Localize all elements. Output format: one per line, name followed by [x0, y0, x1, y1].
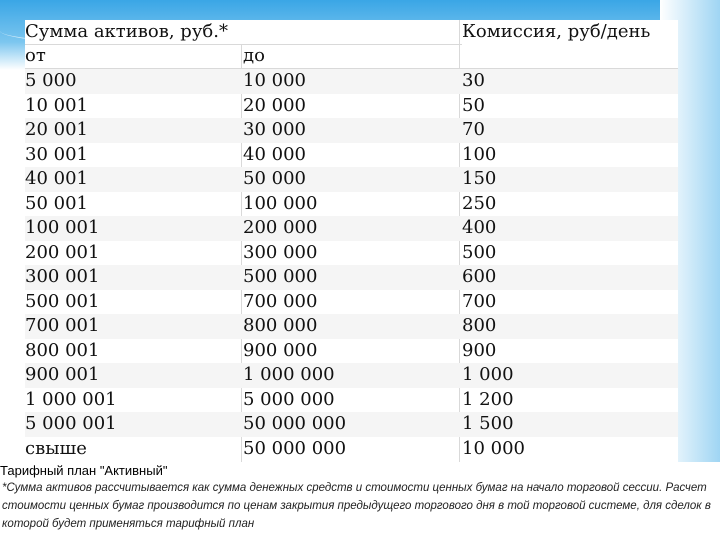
fee-cell: 50 — [462, 94, 485, 116]
to-cell: 5 000 000 — [243, 388, 335, 410]
to-cell: 40 000 — [243, 143, 306, 165]
fee-cell: 700 — [462, 290, 497, 312]
table-row — [25, 363, 678, 388]
fee-cell: 1 500 — [462, 413, 514, 434]
from-cell: 100 001 — [25, 217, 100, 238]
from-cell: 900 001 — [25, 364, 100, 385]
commission-header: Комиссия, руб/день — [462, 21, 651, 42]
to-cell: 100 000 — [243, 192, 318, 214]
to-cell: 1 000 000 — [243, 364, 335, 385]
fee-cell: 1 000 — [462, 364, 514, 385]
fee-cell: 10 000 — [462, 437, 525, 459]
to-cell: 30 000 — [243, 119, 306, 140]
fee-cell: 600 — [462, 266, 497, 287]
to-cell: 20 000 — [243, 94, 306, 116]
from-cell: 20 001 — [25, 119, 88, 140]
fee-cell: 900 — [462, 339, 497, 361]
fee-cell: 150 — [462, 168, 497, 189]
table-row — [25, 216, 678, 241]
table-row — [25, 192, 678, 217]
table-row — [25, 167, 678, 192]
table-row — [25, 339, 678, 364]
fee-cell: 800 — [462, 315, 497, 336]
fee-cell: 400 — [462, 217, 497, 238]
to-cell: 300 000 — [243, 241, 318, 263]
from-cell: 40 001 — [25, 168, 88, 189]
table-row — [25, 143, 678, 168]
from-cell: 500 001 — [25, 290, 100, 312]
table-row — [25, 241, 678, 266]
fee-cell: 500 — [462, 241, 497, 263]
fee-cell: 250 — [462, 192, 497, 214]
assets-header: Сумма активов, руб.* — [25, 21, 228, 42]
table-row — [25, 412, 678, 437]
to-cell: 800 000 — [243, 315, 318, 336]
from-cell: 300 001 — [25, 266, 100, 287]
from-cell: 200 001 — [25, 241, 100, 263]
to-cell: 50 000 000 — [243, 413, 347, 434]
to-cell: 200 000 — [243, 217, 318, 238]
from-cell: 1 000 001 — [25, 388, 117, 410]
to-header: до — [243, 45, 265, 66]
fee-cell: 100 — [462, 143, 497, 165]
from-cell: свыше — [25, 437, 87, 459]
table-row — [25, 69, 678, 94]
table-row — [25, 437, 678, 462]
from-cell: 50 001 — [25, 192, 88, 214]
to-cell: 900 000 — [243, 339, 318, 361]
from-header: от — [25, 45, 46, 66]
fee-cell: 1 200 — [462, 388, 514, 410]
header-divider — [25, 44, 462, 45]
footnote — [0, 462, 720, 540]
fee-cell: 70 — [462, 119, 485, 140]
table-row — [25, 290, 678, 315]
from-cell: 5 000 — [25, 70, 77, 91]
to-cell: 10 000 — [243, 70, 306, 91]
table-row — [25, 118, 678, 143]
from-cell: 30 001 — [25, 143, 88, 165]
table-row — [25, 388, 678, 413]
from-cell: 800 001 — [25, 339, 100, 361]
table-row — [25, 265, 678, 290]
table-row — [25, 94, 678, 119]
from-cell: 10 001 — [25, 94, 88, 116]
to-cell: 50 000 000 — [243, 437, 347, 459]
tariff-plan-title: Тарифный план "Активный" — [0, 463, 168, 478]
from-cell: 700 001 — [25, 315, 100, 336]
tariff-table — [25, 20, 678, 462]
footnote-text: *Сумма активов рассчитывается как сумма денежных средств и стоимости ценных бумаг на начало торговой сессии. Расчет стоимости ценных бумаг производится по ценам закрытия предыдущего торгового дня в той торговой системе, для сделок в которой будет применяться тарифный план — [2, 482, 711, 530]
from-cell: 5 000 001 — [25, 413, 117, 434]
table-body — [25, 69, 678, 462]
table-row — [25, 314, 678, 339]
to-cell: 500 000 — [243, 266, 318, 287]
to-cell: 700 000 — [243, 290, 318, 312]
fee-cell: 30 — [462, 70, 485, 91]
to-cell: 50 000 — [243, 168, 306, 189]
